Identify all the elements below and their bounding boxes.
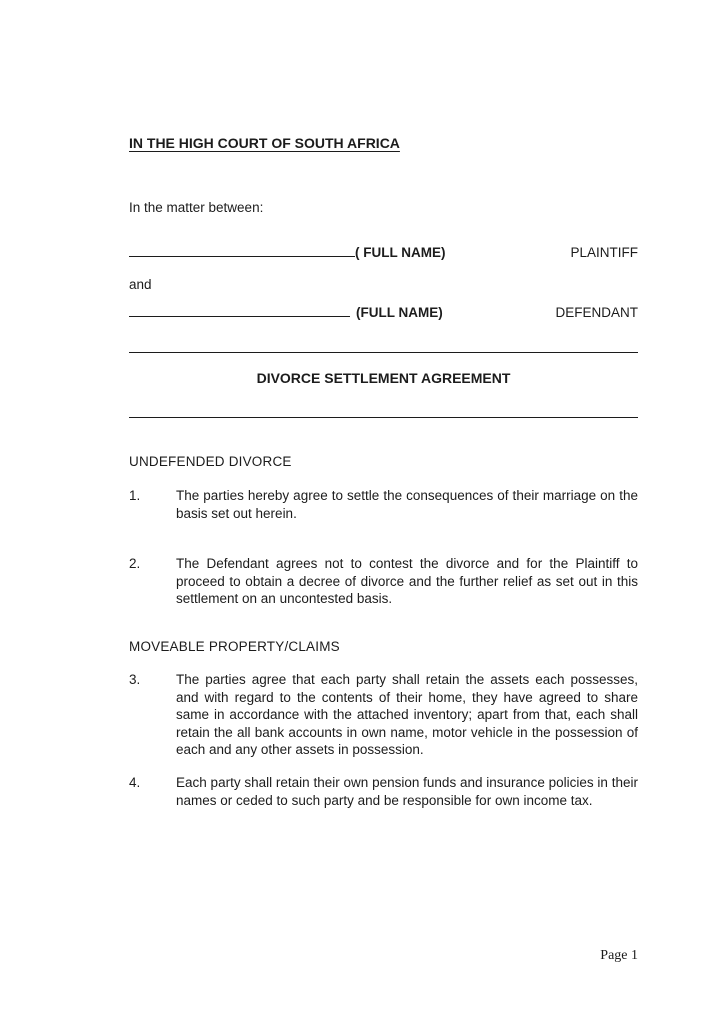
defendant-fullname-label: (FULL NAME): [356, 305, 443, 320]
plaintiff-name-group: [129, 244, 446, 262]
divider-top: [129, 352, 638, 353]
section-heading-moveable-property: MOVEABLE PROPERTY/CLAIMS: [129, 639, 340, 654]
section-heading-undefended-divorce: UNDEFENDED DIVORCE: [129, 454, 292, 469]
clause-2: [129, 555, 638, 608]
divider-bottom: [129, 417, 638, 418]
plaintiff-fullname-label: ( FULL NAME): [355, 245, 446, 260]
page-number: Page 1: [600, 948, 638, 963]
clause-1-number: 1.: [129, 488, 141, 503]
clause-3-text: The parties agree that each party shall retain the assets each possesses, and with regard to the contents of their home, they have agreed to share same in accordance with the attached inventory; apart from that, each shall retain the all bank accounts in own name, motor vehicle in the possession of each and any other assets in possession.: [176, 672, 638, 757]
plaintiff-role-label: PLAINTIFF: [570, 245, 638, 260]
clause-4-text: Each party shall retain their own pension funds and insurance policies in their names or ceded to such party and be responsible for own income tax.: [176, 775, 638, 808]
clause-3-number: 3.: [129, 672, 141, 687]
matter-line: In the matter between:: [129, 200, 264, 215]
defendant-role-label: DEFENDANT: [555, 305, 638, 320]
clause-4-number: 4.: [129, 775, 141, 790]
court-header: IN THE HIGH COURT OF SOUTH AFRICA: [129, 135, 400, 151]
defendant-name-group: [129, 304, 443, 322]
defendant-row: [129, 304, 638, 322]
clause-1-text: The parties hereby agree to settle the consequences of their marriage on the basis set out herein.: [176, 488, 638, 521]
defendant-name-blank: [129, 304, 350, 317]
plaintiff-name-blank: [129, 244, 355, 257]
clause-1: [129, 487, 638, 522]
clause-2-number: 2.: [129, 556, 141, 571]
clause-4: [129, 774, 638, 809]
and-label: and: [129, 277, 152, 292]
clause-2-text: The Defendant agrees not to contest the divorce and for the Plaintiff to proceed to obtain a decree of divorce and the further relief as set out in this settlement on an uncontested basis.: [176, 556, 638, 606]
plaintiff-row: [129, 244, 638, 262]
clause-3: [129, 671, 638, 759]
document-title: DIVORCE SETTLEMENT AGREEMENT: [256, 370, 511, 386]
